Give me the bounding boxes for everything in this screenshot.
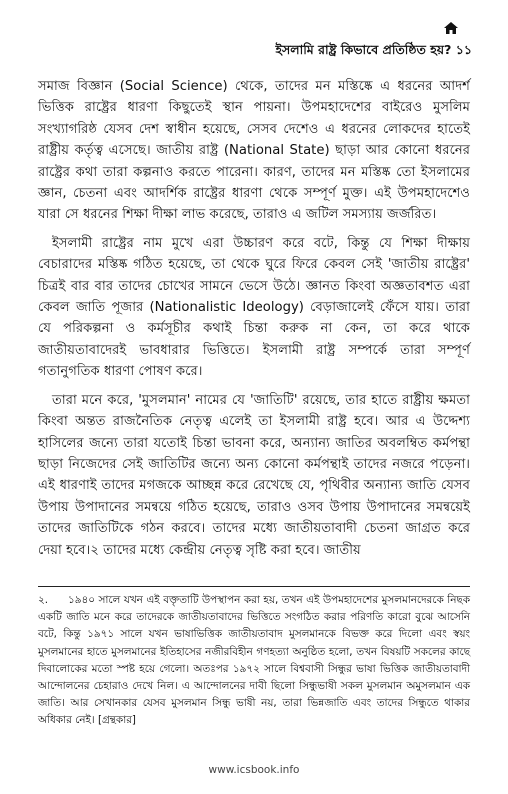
home-icon [444, 22, 458, 34]
paragraph: তারা মনে করে, 'মুসলমান' নামের যে 'জাতিটি' রয়েছে, তার হাতে রাষ্ট্রীয় ক্ষমতা কিংবা অন্তত রাজনৈতিক নেতৃত্ব এলেই তা ইসলামী রাষ্ট্র হবে। আর এ উদ্দেশ্য হাসিলের জন্যে তারা যতোই চিন্তা ভাবনা করে, অন্যান্য জাতির অবলম্বিত কর্মপন্থা ছাড়া নিজেদের সেই জাতিটির জন্যে অন্য কোনো কর্মপন্থাই তাদের নজরে পড়েনা। এই ধারণাই তাদের মগজকে আচ্ছন্ন করে রেখেছে যে, পৃথিবীর অন্যান্য জাতি যেসব উপায় উপাদানের সমন্বয়ে গঠিত হয়েছে, তারাও ওসব উপায় উপাদানের সমন্বয়েই তাদের জাতিটিকে গঠন করবে। তাদের মধ্যে জাতীয়তাবাদী চেতনা জাগ্রত করে দেয়া হবে।২ তাদের মধ্যে কেন্দ্রীয় নেতৃত্ব সৃষ্টি করা হবে। জাতীয় [38, 392, 470, 558]
running-head: ইসলামি রাষ্ট্র কিভাবে প্রতিষ্ঠিত হয়? ১১ [275, 42, 472, 57]
footnote-number: ২. [38, 594, 49, 606]
footnote-divider [38, 586, 470, 587]
footnote-credit: [গ্রন্থকার] [97, 714, 136, 727]
footnote-text: ১৯৪০ সালে যখন এই বক্তৃতাটি উপস্থাপন করা হয়, তখন এই উপমহাদেশের মুসলমানদেরকে নিছক একটি জাতি মনে করে তাদেরকে জাতীয়তাবাদের ভিত্তিতে সংগঠিত করার পরিণতি কারো বুঝে আসেনি বটে, কিন্তু ১৯৭১ সালে যখন ভাষাভিত্তিক জাতীয়তাবাদ মুসলমানকে বিভক্ত করে দিলো এবং স্বয়ং মুসলমানের হাতে মুসলমানের ইতিহাসের নজীরবিহীন গণহত্যা অনুষ্ঠিত হলো, তখন বিষয়টি সকলের কাছে দিবালোকের মতো স্পষ্ট হয়ে গেলো। অতঃপর ১৯৭২ সালে বিশ্ববাসী সিন্ধুর ভাষা ভিত্তিক জাতীয়তাবাদী আন্দোলনের চেহারাও দেখে নিল। এ আন্দোলনের দাবী ছিলো সিন্ধুভাষী সকল মুসলমান অমুসলমান এক জাতি। আর সেখানকার যেসব মুসলমান সিন্ধু ভাষী নয়, তারা ভিন্নজাতি এবং তাদের সিন্ধুতে থাকার অধিকার নেই। [38, 594, 470, 727]
paragraph: সমাজ বিজ্ঞান (Social Science) থেকে, তাদের মন মস্তিষ্কে এ ধরনের আদর্শ ভিত্তিক রাষ্ট্রের ধারণা কিছুতেই স্থান পায়না। উপমহাদেশের বাইরেও মুসলিম সংখ্যাগরিষ্ঠ যেসব দেশ স্বাধীন হয়েছে, সেসব দেশেও এ ধরনের লোকদের হাতেই রাষ্ট্রীয় কর্তৃত্ব এসেছে। জাতীয় রাষ্ট্র (National State) ছাড়া আর কোনো ধরনের রাষ্ট্রের কথা তারা কল্পনাও করতে পারেনা। কারণ, তাদের মন মস্তিষ্ক তো ইসলামের জ্ঞান, চেতনা এবং আদর্শিক রাষ্ট্রের ধারণা থেকে সম্পূর্ণ মুক্ত। এই উপমহাদেশেও যারা সে ধরনের শিক্ষা দীক্ষা লাভ করেছে, তারাও এ জটিল সমস্যায় জর্জরিত। [38, 79, 470, 223]
footnote [38, 592, 470, 730]
paragraph: ইসলামী রাষ্ট্রের নাম মুখে এরা উচ্চারণ করে বটে, কিন্তু যে শিক্ষা দীক্ষায় বেচারাদের মস্তিষ্ক গঠিত হয়েছে, তা থেকে ঘুরে ফিরে কেবল সেই 'জাতীয় রাষ্ট্রের' চিত্রই বার বার তাদের চোখের সামনে ভেসে উঠে। জ্ঞানত কিংবা অজ্ঞতাবশত এরা কেবল জাতি পূজার (Nationalistic Ideology) বেড়াজালেই ফেঁসে যায়। তারা যে পরিকল্পনা ও কর্মসূচীর কথাই চিন্তা করুক না কেন, তা করে থাকে জাতীয়তাবাদেরই ভাবধারার ভিত্তিতে। ইসলামী রাষ্ট্র সম্পর্কে তারা সম্পূর্ণ গতানুগতিক ধারণা পোষণ করে। [38, 235, 470, 380]
footer-url: www.icsbook.info [208, 764, 300, 776]
body-text [38, 76, 470, 568]
